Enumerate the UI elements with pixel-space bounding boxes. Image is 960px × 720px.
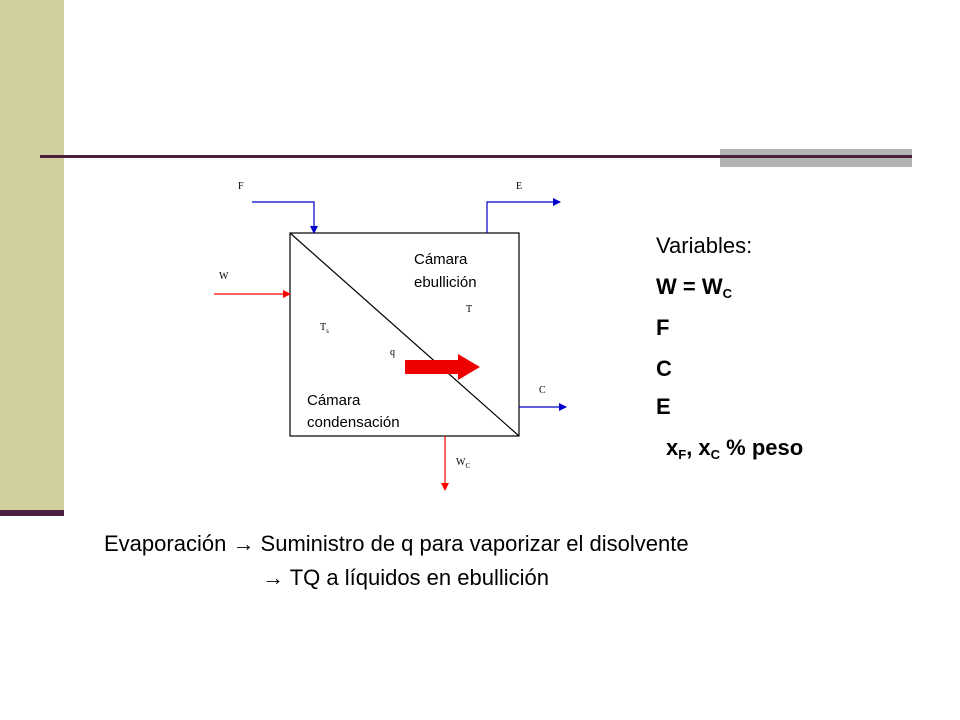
concentrate-label: C — [539, 385, 546, 396]
condensate-flow-label: $W_C$ — [456, 457, 471, 470]
boiling-chamber-label-1: Cámara — [414, 251, 468, 268]
variable-fractions: $x_F$, $x_C$ % peso — [666, 435, 804, 462]
variable-e: E — [656, 394, 671, 419]
steam-label: W — [219, 271, 229, 282]
vapour-label: E — [516, 181, 523, 192]
caption-line-2: → TQ a líquidos en ebullición — [262, 565, 549, 590]
heat-label: q — [390, 347, 395, 358]
arrow-icon: → — [262, 565, 284, 590]
boiling-chamber-label-2: ebullición — [414, 274, 477, 291]
boiling-temp-label: T — [466, 304, 473, 315]
steam-temp-label: $T_s$ — [320, 322, 329, 335]
feed-label: F — [238, 181, 244, 192]
heat-flow-arrow — [405, 354, 480, 380]
arrow-icon: → — [232, 531, 255, 556]
caption-line-1: Evaporación → Suministro de q para vaporizar el disolvente — [104, 531, 689, 556]
feed-stream-arrow — [252, 202, 314, 233]
vapour-stream-arrow — [487, 202, 560, 233]
variable-w: $W = W_C$ — [656, 274, 732, 301]
condensing-chamber-label-1: Cámara — [307, 392, 361, 409]
variables-title: Variables: — [656, 233, 753, 258]
variable-c: C — [656, 356, 672, 381]
condensing-chamber-label-2: condensación — [307, 414, 400, 431]
variable-f: F — [656, 315, 670, 340]
